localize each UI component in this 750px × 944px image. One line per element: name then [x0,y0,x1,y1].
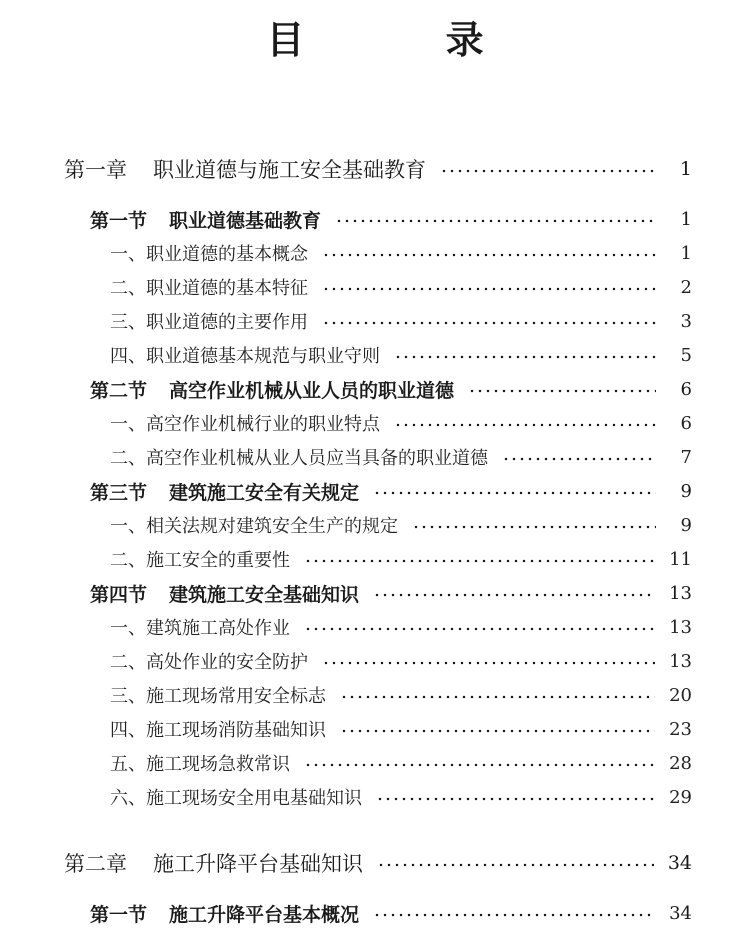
toc-entry-number: 第二章 [64,852,127,876]
toc-item-row[interactable] [0,746,750,780]
toc-page-number: 34 [667,852,692,874]
toc-entry-number: 第一节 [90,903,148,926]
toc-page-number: 1 [679,158,692,180]
toc-page-number: 6 [680,378,692,400]
toc-page-number: 5 [680,344,692,366]
toc-entry-label [90,478,359,505]
dot-leader [373,491,656,495]
toc-entry-title: 一、建筑施工高处作业 [110,618,290,639]
toc-entry-title: 二、高处作业的安全防护 [110,652,308,673]
toc-page-number: 13 [669,616,692,638]
toc-entry-title: 建筑施工安全有关规定 [169,481,360,504]
dot-leader [322,321,656,325]
page-title: 目 录 [266,17,548,62]
toc-page-number: 3 [680,310,692,332]
toc-entry-number: 第二节 [90,379,148,402]
toc-section-row[interactable] [0,202,750,236]
toc-entry-label [64,848,363,878]
toc-item-row[interactable] [0,236,750,270]
dot-leader [394,423,656,427]
dot-leader [304,627,655,631]
toc-page-number: 13 [669,582,692,604]
toc-page-number: 2 [680,276,692,298]
toc-entry-label [110,274,308,300]
toc-item-row[interactable] [0,270,750,304]
dot-leader [322,287,656,291]
dot-leader [335,219,656,223]
dot-leader [377,863,654,867]
toc-entry-number: 第三节 [90,481,148,504]
toc-page-number: 23 [669,718,692,740]
toc-page-number: 29 [669,786,692,808]
toc-entry-label [110,716,326,742]
dot-leader [468,389,656,393]
toc-entry-label [110,444,488,470]
toc-section-row[interactable] [0,372,750,406]
toc-page-number: 9 [680,514,692,536]
toc-entry-label [110,342,380,368]
dot-leader [502,457,656,461]
toc-entry-title: 职业道德与施工安全基础教育 [153,158,426,182]
toc-chapter-row[interactable] [0,846,750,880]
toc-chapter-row[interactable] [0,152,750,186]
toc-entry-number: 第一章 [64,158,127,182]
toc-page-number: 1 [680,208,692,230]
dot-leader [440,169,656,173]
toc-section-row[interactable] [0,896,750,930]
toc-page-number: 9 [680,480,692,502]
toc-entry-label [110,750,290,776]
toc-item-row[interactable] [0,338,750,372]
toc-entry-label [110,648,308,674]
dot-leader [340,695,655,699]
toc-item-row[interactable] [0,440,750,474]
toc-entry-title: 高空作业机械从业人员的职业道德 [169,379,455,402]
toc-page-number: 13 [669,650,692,672]
toc-entry-title: 施工升降平台基础知识 [153,852,363,876]
toc-entry-title: 三、施工现场常用安全标志 [110,686,326,707]
toc-item-row[interactable] [0,542,750,576]
toc-entry-title: 四、职业道德基本规范与职业守则 [110,346,380,367]
toc-page-number: 6 [680,412,692,434]
toc-entry-label [90,580,359,607]
dot-leader [304,763,655,767]
toc-entry-label [110,682,326,708]
dot-leader [412,525,656,529]
toc-section-row[interactable] [0,576,750,610]
toc-page-number: 1 [680,242,692,264]
toc-entry-title: 一、相关法规对建筑安全生产的规定 [110,516,398,537]
toc-entry-title: 一、高空作业机械行业的职业特点 [110,414,380,435]
toc-page-number: 7 [680,446,692,468]
dot-leader [376,797,655,801]
dot-leader [373,593,655,597]
dot-leader [322,661,655,665]
toc-entry-title: 六、施工现场安全用电基础知识 [110,788,362,809]
toc-item-row[interactable] [0,406,750,440]
toc-entry-label [90,900,359,927]
dot-leader [394,355,656,359]
toc-entry-title: 职业道德基础教育 [169,209,322,232]
toc-entry-label [64,154,426,184]
toc-item-row[interactable] [0,678,750,712]
toc-entry-number: 第一节 [90,209,148,232]
toc-item-row[interactable] [0,780,750,814]
toc-page-number: 20 [669,684,692,706]
toc-entry-title: 五、施工现场急救常识 [110,754,290,775]
toc-entry-label [110,614,290,640]
dot-leader [340,729,655,733]
toc-entry-title: 建筑施工安全基础知识 [169,583,360,606]
toc-entry-title: 一、职业道德的基本概念 [110,244,308,265]
toc-page-number: 34 [669,902,692,924]
dot-leader [373,913,655,917]
toc-entry-title: 三、职业道德的主要作用 [110,312,308,333]
toc-item-row[interactable] [0,644,750,678]
dot-leader [304,559,655,563]
toc-item-row[interactable] [0,304,750,338]
toc-item-row[interactable] [0,610,750,644]
dot-leader [322,253,656,257]
toc-page-number: 11 [669,548,692,570]
toc-section-row[interactable] [0,474,750,508]
toc-entry-number: 第四节 [90,583,148,606]
toc-item-row[interactable] [0,508,750,542]
toc-item-row[interactable] [0,712,750,746]
toc-entry-title: 二、职业道德的基本特征 [110,278,308,299]
toc-page-number: 28 [669,752,692,774]
toc-entry-label [90,376,454,403]
toc-entry-label [110,784,362,810]
toc-entry-label [90,206,321,233]
toc-entry-title: 施工升降平台基本概况 [169,903,360,926]
toc-entry-title: 二、施工安全的重要性 [110,550,290,571]
toc-entry-label [110,308,308,334]
toc-entry-label [110,512,398,538]
toc-entry-label [110,546,290,572]
toc-entry-title: 四、施工现场消防基础知识 [110,720,326,741]
toc-entry-label [110,410,380,436]
toc-entry-label [110,240,308,266]
toc-entry-title: 二、高空作业机械从业人员应当具备的职业道德 [110,448,488,469]
